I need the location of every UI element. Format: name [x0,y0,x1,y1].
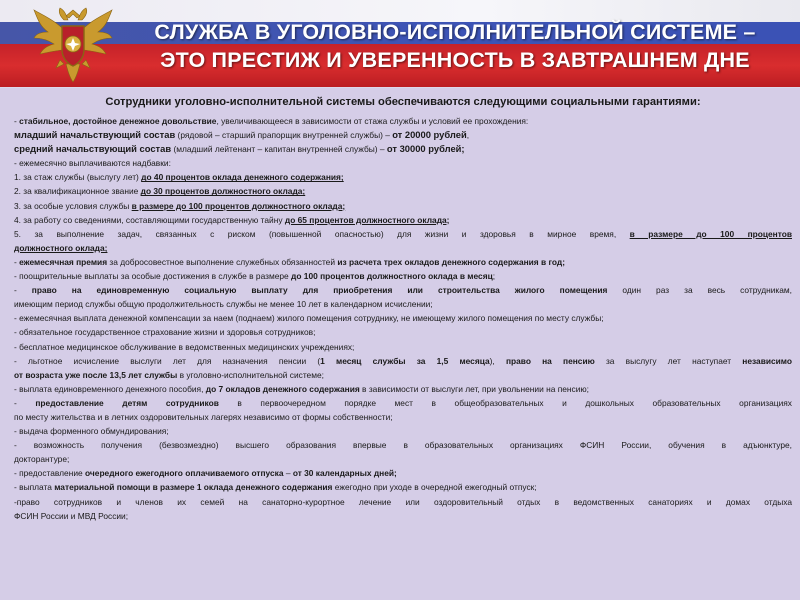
text-line-12 [14,269,792,283]
emphasis: до 65 процентов должностного оклада; [284,214,450,225]
guarantees-heading: Сотрудники уголовно-исполнительной системы обеспечиваются следующими социальными гарантиями: [105,96,701,108]
text: - выплата [14,482,55,493]
page-title-line-1: СЛУЖБА В УГОЛОВНО-ИСПОЛНИТЕЛЬНОЙ СИСТЕМЕ – [154,20,756,44]
text-line-27 [14,480,792,494]
text: , увеличивающееся в зависимости от стажа службы и условий ее прохождения: [216,116,529,126]
emphasis: от 30000 рублей; [386,143,465,155]
text-line-5 [14,170,792,184]
emphasis: из расчета трех окладов денежного содержания в год; [337,256,565,267]
emphasis: от 30 календарных дней; [292,468,397,479]
flag-stripe-white [0,0,800,22]
text-line-18 [14,354,792,368]
text: за добросовестное выполнение служебных обязанностей [107,256,338,267]
text: - предоставление [14,468,86,479]
text-line-24: - возможность получения (безвозмездно) высшего образования впервые в образовательных организациях ФСИН России, обучения в адъюнктуре, [14,440,792,451]
text-line-8 [14,213,792,227]
text-line-16: - обязательное государственное страхование жизни и здоровья сотрудников; [14,327,316,338]
text: в уголовно-исполнительной системе; [177,369,324,380]
text: 4. за работу со сведениями, составляющими государственную тайну [14,214,285,225]
text-line-17: - бесплатное медицинское обслуживание в ведомственных медицинских учреждениях; [14,341,355,352]
text-line-19 [14,368,792,382]
text: один раз за весь сотрудникам, [607,285,792,296]
emphasis: материальной помощи в размере 1 оклада денежного содержания [54,482,333,493]
emphasis: предоставление детям сотрудников [35,397,219,408]
emphasis: в размере до 100 процентов должностного оклада; [131,200,346,211]
text-line-1 [14,114,792,128]
text: , [466,130,470,141]
text-line-21 [14,396,792,410]
text-line-20 [14,382,792,396]
text: в зависимости от выслуги лет, при увольнении на пенсию; [359,383,589,394]
text: ; [492,271,496,282]
text: - выплата единовременного денежного пособия, [14,383,206,394]
emphasis: до 100 процентов должностного оклада в месяц [291,271,493,282]
text-line-29: ФСИН России и МВД России; [14,510,129,521]
text-line-6 [14,184,792,198]
text: ежегодно при уходе в очередной ежегодный отпуск; [332,482,537,493]
bullet: - [14,397,36,408]
bullet: - [14,256,20,267]
text: ), [489,355,506,366]
text-line-13 [14,283,792,297]
emphasis: независимо [742,355,792,366]
emphasis: 1 месяц службы за 1,5 месяца [320,355,490,366]
text: в первоочередном порядке мест в общеобразовательных и дошкольных образовательных организациях [218,397,792,408]
text: за выслугу лет наступает [594,355,743,366]
text: - поощрительные выплаты за особые достижения в службе в размере [14,271,292,282]
text-line-14: имеющим период службы общую продолжительность службы не менее 10 лет в календарном исчислении; [14,299,433,310]
text: 1. за стаж службы (выслугу лет) [14,172,142,183]
text-line-11 [14,255,792,269]
text-line-3 [14,142,792,156]
emphasis: до 40 процентов оклада денежного содержания; [141,172,344,183]
emphasis: стабильное, достойное денежное довольствие [19,116,217,126]
emphasis: в размере до 100 процентов [629,228,792,239]
text: 2. за квалификационное звание [14,186,141,197]
emphasis: право на пенсию [505,355,595,366]
text: - льготное исчисление выслуги лет для назначения пенсии ( [14,355,321,366]
guarantees-document [14,92,792,523]
bullet: - [14,285,32,296]
text-line-25: докторантуре; [14,454,70,465]
emphasis: очередного ежегодного оплачиваемого отпуска [85,468,284,479]
emphasis: средний начальствующий состав [14,143,172,155]
emphasis: до 7 окладов денежного содержания [205,383,360,394]
text-line-9 [14,227,792,241]
text-line-15: - ежемесячная выплата денежной компенсации за наем (поднаем) жилого помещения сотруднику, не имеющему жилого помещения по месту службы; [14,313,604,324]
page-title-line-2: ЭТО ПРЕСТИЖ И УВЕРЕННОСТЬ В ЗАВТРАШНЕМ ДНЕ [160,48,750,72]
text: (младший лейтенант – капитан внутренней службы) – [171,144,387,155]
emphasis: ежемесячная премия [19,256,108,267]
emphasis: от возраста уже после 13,5 лет службы [14,369,178,380]
text: 3. за особые условия службы [14,200,132,211]
fsin-eagle-emblem-icon [30,2,116,86]
text-line-28: -право сотрудников и членов их семей на санаторно-курортное лечение или оздоровительный отдых в ведомственных санаториях и домах отдыха [14,496,792,507]
text-line-23: - выдача форменного обмундирования; [14,426,169,437]
text-line-10 [14,241,792,255]
emphasis: должностного оклада; [14,242,108,253]
text-line-22: по месту жительства и в летних оздоровительных лагерях независимо от формы собственности; [14,411,393,422]
text-line-4: - ежемесячно выплачиваются надбавки: [14,158,171,169]
emphasis: право на единовременную социальную выплату для приобретения или строительства жилого помещения [31,285,608,296]
text-line-2 [14,128,792,142]
bullet: - [14,116,20,126]
emphasis: от 20000 рублей [392,129,467,141]
text-line-7 [14,199,792,213]
text: 5. за выполнение задач, связанных с риском (повышенной опасностью) для жизни и здоровья в мирное время, [14,228,630,239]
text: – [283,468,293,479]
text: (рядовой – старший прапорщик внутренней службы) – [175,130,393,141]
emphasis: до 30 процентов должностного оклада; [140,186,306,197]
emphasis: младший начальствующий состав [14,129,176,141]
text-line-26 [14,466,792,480]
